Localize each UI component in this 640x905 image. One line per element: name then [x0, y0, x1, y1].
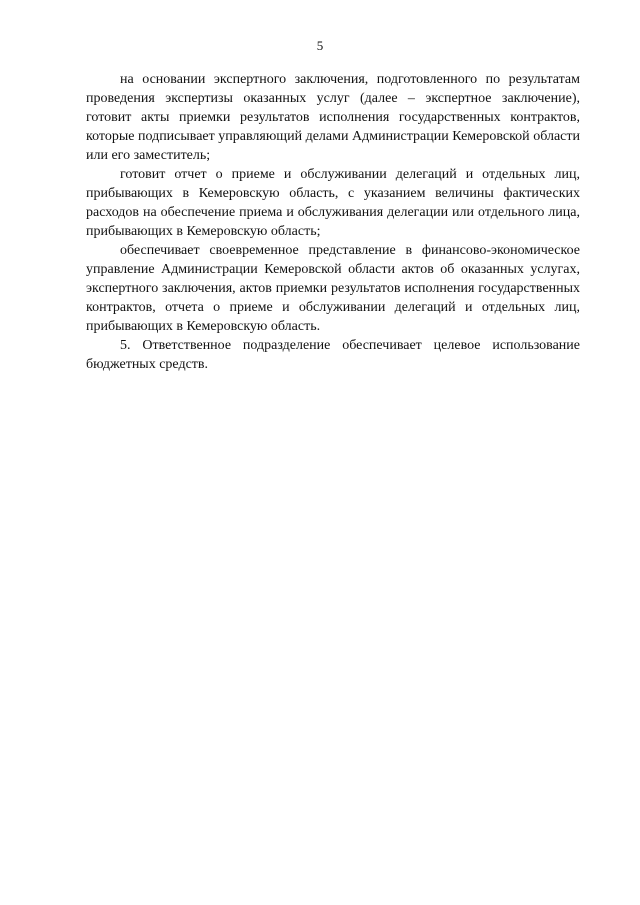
- paragraph-submission-duty: обеспечивает своевременное представление в финансово-экономическое управление Администрации Кемеровской области актов об оказанных услугах, экспертного заключения, актов приемки результатов исполнения государственных контрактов, отчета о приеме и обслуживании делегаций и отдельных лиц, прибывающих в Кемеровскую область.: [86, 243, 580, 334]
- paragraph-item-5: 5. Ответственное подразделение обеспечивает целевое использование бюджетных средств.: [86, 338, 580, 372]
- paragraph-delegation-report: готовит отчет о приеме и обслуживании делегаций и отдельных лиц, прибывающих в Кемеровскую область, с указанием величины фактических расходов на обеспечение приема и обслуживания делегации или отдельного лица, прибывающих в Кемеровскую область;: [86, 167, 580, 239]
- document-body: [86, 70, 580, 374]
- page-number: 5: [316, 38, 324, 53]
- paragraph-expert-conclusion: на основании экспертного заключения, подготовленного по результатам проведения экспертизы оказанных услуг (далее – экспертное заключение), готовит акты приемки результатов исполнения государственных контрактов, которые подписывает управляющий делами Администрации Кемеровской области или его заместитель;: [86, 72, 580, 163]
